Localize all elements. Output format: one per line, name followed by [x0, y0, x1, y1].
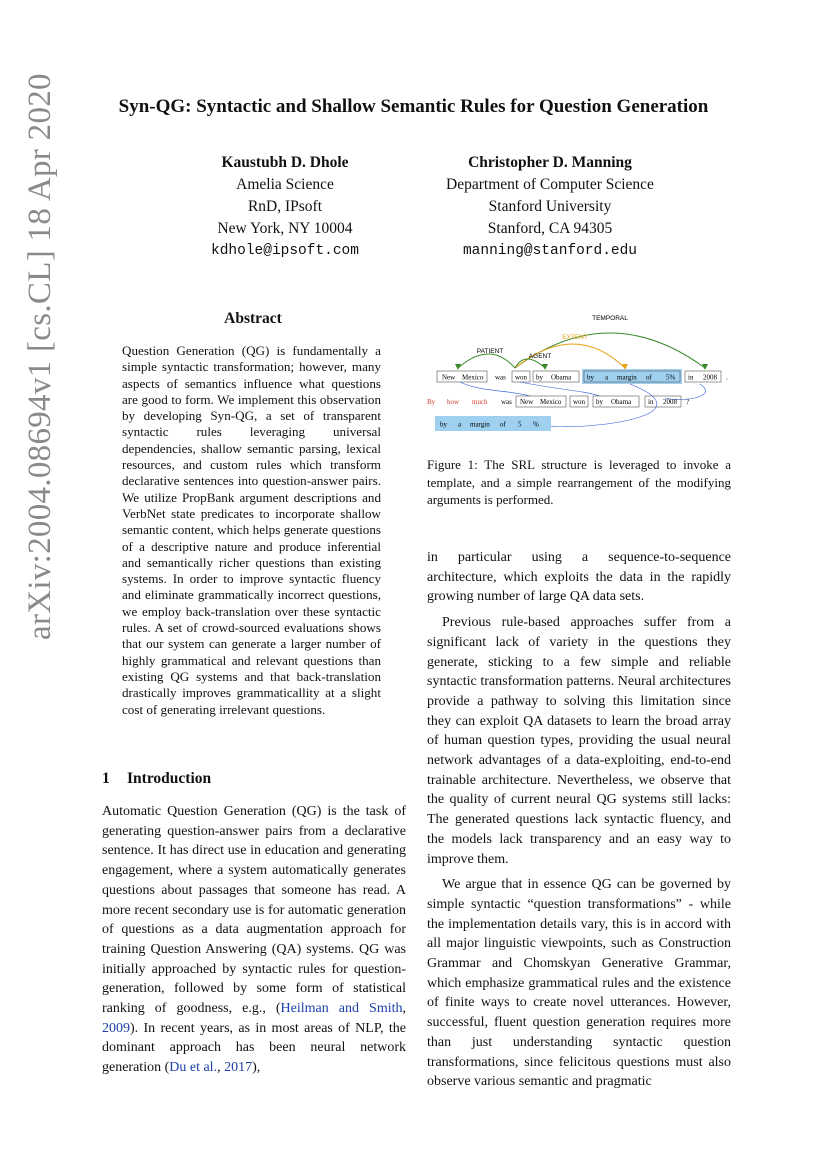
citation-link[interactable]	[224, 1060, 252, 1075]
arc-patient	[458, 354, 515, 368]
abstract-heading: Abstract	[224, 310, 282, 327]
token: Mexico	[462, 373, 484, 382]
citation-year: 2009	[102, 1020, 130, 1036]
citation-authors: Heilman and Smith	[280, 1001, 403, 1017]
author-block-2	[405, 152, 695, 262]
citation-link[interactable]	[169, 1060, 217, 1075]
token: margin	[617, 373, 637, 382]
token: in	[688, 373, 694, 382]
answer-token: %	[533, 420, 539, 429]
token: by	[596, 398, 603, 406]
paragraph: in particular using a sequence-to-sequence architecture, which exploits the data in the rapidly growing number of large QA data sets.	[427, 550, 731, 605]
arc-label-agent: AGENT	[528, 353, 552, 360]
author-name: Christopher D. Manning	[468, 154, 632, 171]
token: of	[646, 373, 652, 382]
author-email: kdhole@ipsoft.com	[211, 243, 359, 259]
question-word: much	[472, 398, 488, 406]
citation-authors: Du et al.	[169, 1060, 218, 1076]
author-affiliation: RnD, IPsoft	[247, 198, 323, 215]
author-email: manning@stanford.edu	[462, 243, 638, 259]
answer-token: by	[440, 420, 447, 429]
token: 5%	[666, 373, 676, 382]
paper-title: Syn-QG: Syntactic and Shallow Semantic Rules for Question Generation	[118, 96, 709, 117]
srl-figure	[420, 306, 740, 436]
citation-separator: ,	[402, 1001, 406, 1017]
token: Mexico	[540, 398, 562, 406]
answer-token: a	[458, 420, 462, 429]
arrowhead	[542, 364, 548, 370]
author-affiliation: Amelia Science	[236, 176, 334, 193]
author-affiliation: Stanford University	[488, 198, 612, 215]
citation-link[interactable]	[102, 1021, 130, 1036]
token: by	[587, 373, 594, 382]
token: won	[573, 398, 586, 406]
section-number: 1	[102, 770, 110, 787]
citation-separator: ,	[217, 1060, 225, 1076]
token: Obama	[611, 398, 632, 406]
abstract-text: Question Generation (QG) is fundamentally a simple syntactic transformation; however, many aspects of semantics influence what questions are good to form. We implement this observation by developing Syn-QG, a set of transparent syntactic rules leveraging universal dependencies, shallow semantic parsing, lexical resources, and custom rules which transform declarative sentences into question-answer pairs. We utilize PropBank argument descriptions and VerbNet state predicates to incorporate shallow semantic content, which helps generate questions of a descriptive nature and produce inferential and semantically richer questions than existing systems. In order to improve syntactic fluency and eliminate grammatically incorrect questions, we employ back-translation over these syntactic rules. A set of crowd-sourced evaluations shows that our system can generate a larger number of highly grammatical and relevant questions than existing QG systems and that back-translation drastically improves grammaticallity at a slight cost of generating irrelevant questions.	[122, 343, 381, 717]
token: was	[501, 398, 512, 406]
intro-paragraph	[102, 802, 406, 1078]
token: by	[536, 373, 543, 382]
section-title: Introduction	[127, 770, 212, 787]
token: in	[648, 398, 654, 406]
question-word: By	[427, 398, 436, 406]
answer-token: 5	[518, 420, 522, 429]
paragraph-text: ). In recent years, as in most areas of NLP, the dominant approach has been neural network generation (	[102, 1020, 406, 1076]
author-name: Kaustubh D. Dhole	[221, 154, 349, 171]
author-affiliation: Department of Computer Science	[446, 176, 654, 193]
token: New	[520, 398, 534, 406]
figure-caption: Figure 1: The SRL structure is leveraged to invoke a template, and a simple rearrangement of the modifying arguments is performed.	[427, 457, 731, 507]
answer-token: margin	[470, 420, 490, 429]
author-address: Stanford, CA 94305	[487, 220, 613, 237]
paragraph-text: ),	[252, 1060, 261, 1076]
author-address: New York, NY 10004	[217, 220, 353, 237]
citation-link[interactable]	[281, 1001, 403, 1016]
paragraph: Previous rule-based approaches suffer from a significant lack of variety in the questions they generate, sticking to a few simple and reliable syntactic transformation patterns. Neural architectures provide a pathway to solving this limitation since they can exploit QA datasets to learn the broad array of human question types, providing the usual neural network advantages of a data-exploiting, end-to-end trainable architecture. Nevertheless, we observe that the quality of current neural QG systems still lacks: The generated questions lack syntactic fluency, and the models lack transparency and an easy way to improve them.	[427, 615, 731, 867]
arxiv-stamp: arXiv:2004.08694v1 [cs.CL] 18 Apr 2020	[22, 73, 58, 640]
token: a	[605, 373, 609, 382]
author-block-1	[160, 152, 410, 262]
token: Obama	[551, 373, 572, 382]
link-line	[460, 382, 530, 396]
token: won	[515, 373, 528, 382]
answer-token: of	[500, 420, 506, 429]
arc-label-patient: PATIENT	[476, 348, 504, 355]
question-word: how	[447, 398, 460, 406]
token: 2008	[663, 398, 677, 406]
link-line	[520, 382, 600, 396]
token: was	[495, 373, 506, 382]
paragraph-text: Automatic Question Generation (QG) is the task of generating question-answer pairs from a declarative sentence. It has direct use in education and generating engagement, where a system automatically generates questions about passages that someone has read. A more recent secondary use is for automatic generation of questions as a data augmentation approach for training Question Answering (QA) systems. QG was initially approached by syntactic rules for question-generation, followed by some form of statistical ranking of goodness, e.g., (	[102, 804, 406, 1017]
arc-agent	[515, 359, 545, 368]
paragraph: We argue that in essence QG can be governed by simple syntactic “question transformations” - while the implementation details vary, this is in accord with all major linguistic viewpoints, such as Construction Grammar and Chomskyan Generative Grammar, which emphasize grammatical rules and the existence of finite ways to create novel utterances. However, successful, fluent question generation requires more than just understanding syntactic question transformations, since felicitous questions must also observe various semantic and pragmatic	[427, 877, 731, 1090]
section-heading	[102, 770, 211, 788]
citation-year: 2017	[224, 1060, 253, 1076]
right-column	[427, 548, 731, 1092]
arc-label-extent: EXTENT	[562, 334, 588, 341]
token: 2008	[703, 373, 717, 382]
token: ?	[686, 398, 690, 406]
token: New	[442, 373, 456, 382]
token: .	[726, 373, 728, 382]
arrowhead	[455, 364, 461, 370]
arc-label-temporal: TEMPORAL	[592, 315, 628, 322]
